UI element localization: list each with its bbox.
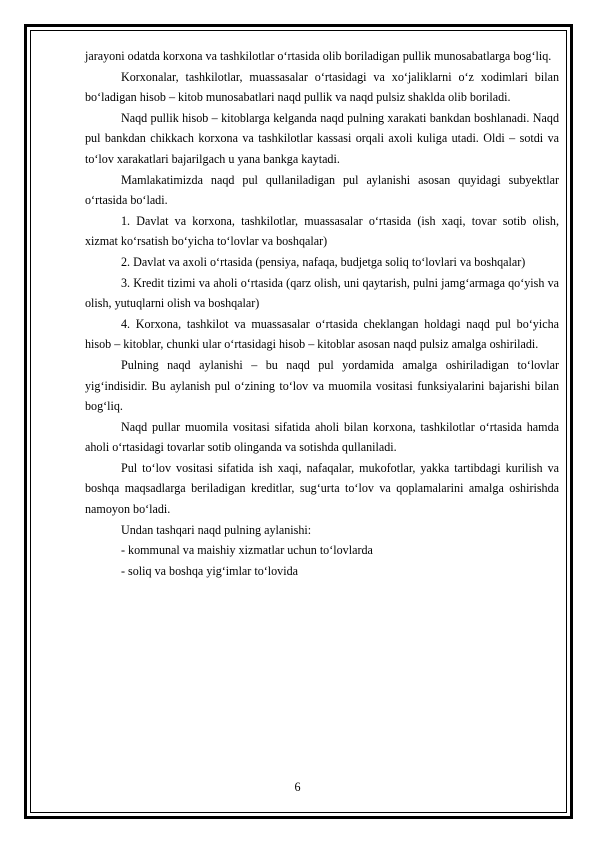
list-item-paragraph: 2. Davlat va axoli o‘rtasida (pensiya, nafaqa, budjetga soliq to‘lovlari va boshqalar) — [121, 254, 526, 269]
paragraph: Naqd pullar muomila vositasi sifatida aholi bilan korxona, tashkilotlar o‘rtasida hamda aholi o‘rtasidagi tovarlar sotib olinganda va sotishda qullaniladi. — [85, 419, 559, 455]
list-item-paragraph: 4. Korxona, tashkilot va muassasalar o‘rtasida cheklangan holdagi naqd pul bo‘yicha hisob – kitoblar, chunki ular o‘rtasidagi hisob – kitoblar asosan naqd pulsiz amalga oshiriladi. — [85, 316, 559, 352]
paragraph: Korxonalar, tashkilotlar, muassasalar o‘rtasidagi va xo‘jaliklarni o‘z xodimlari bilan bo‘ladigan hisob – kitob munosabatlari naqd pullik va naqd pulsiz shaklda olib boriladi. — [85, 69, 559, 105]
paragraph: Naqd pullik hisob – kitoblarga kelganda naqd pulning xarakati bankdan boshlanadi. Naqd pul bankdan chikkach korxona va tashkilotlar kassasi orqali axoli kuliga utadi. Oldi – sotdi va to‘lov xarakatlari bajarilgach u yana bankga kaytadi. — [85, 110, 559, 166]
document-body — [85, 46, 559, 581]
dash-list-item: - soliq va boshqa yig‘imlar to‘lovida — [121, 563, 299, 578]
paragraph: Pulning naqd aylanishi – bu naqd pul yordamida amalga oshiriladigan to‘lovlar yig‘indisidir. Bu aylanish pul o‘zining to‘lov va muomila vositasi funksiyalarini bajarishi bilan bog‘liq. — [85, 357, 559, 414]
page-number: 6 — [294, 780, 301, 794]
paragraph: Pul to‘lov vositasi sifatida ish xaqi, nafaqalar, mukofotlar, yakka tartibdagi kurilish va boshqa maqsadlarga beriladigan kreditlar, sug‘urta to‘lov va qoplamalarini amalga oshirishda namoyon bo‘ladi. — [85, 460, 559, 517]
list-item-paragraph: 3. Kredit tizimi va aholi o‘rtasida (qarz olish, uni qaytarish, pulni jamg‘armaga qo‘yish va olish, yutuqlarni olish va boshqalar) — [85, 275, 559, 311]
paragraph-continuation: jarayoni odatda korxona va tashkilotlar o‘rtasida olib boriladigan pullik munosabatlarga bog‘liq. — [85, 49, 552, 63]
paragraph: Undan tashqari naqd pulning aylanishi: — [121, 522, 312, 537]
paragraph: Mamlakatimizda naqd pul qullaniladigan pul aylanishi asosan quyidagi subyektlar o‘rtasida bo‘ladi. — [85, 172, 559, 208]
list-item-paragraph: 1. Davlat va korxona, tashkilotlar, muassasalar o‘rtasida (ish xaqi, tovar sotib olish, xizmat ko‘rsatish bo‘yicha to‘lovlar va boshqalar) — [85, 213, 559, 249]
dash-list-item: - kommunal va maishiy xizmatlar uchun to‘lovlarda — [121, 543, 373, 558]
